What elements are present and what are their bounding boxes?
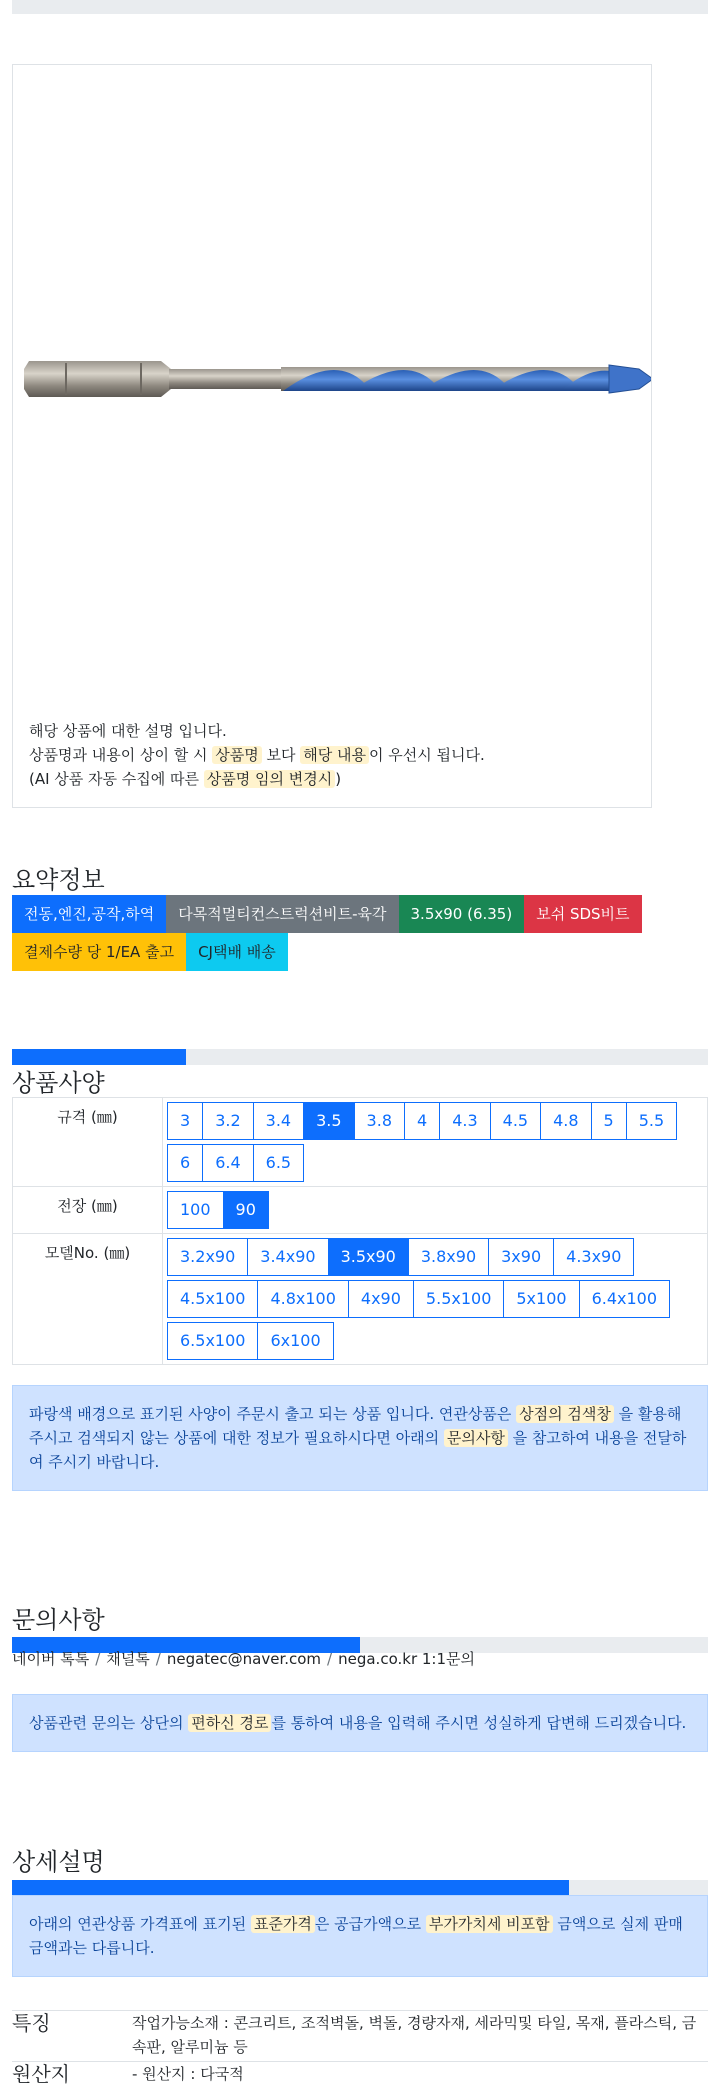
inquiry-links [12,1648,475,1669]
detail-progress-bar [12,1880,708,1896]
summary-badge: CJ택배 배송 [186,933,288,971]
inquiry-link[interactable]: 네이버 톡톡 [12,1650,90,1668]
detail-notice-text: 금액으로 실제 판매금액과는 다릅니다. [29,1915,683,1957]
caption-text: 상품명과 내용이 상이 할 시 [29,746,213,764]
caption-text: 이 우선시 됩니다. [368,746,485,764]
spec-option-row [167,1191,703,1233]
detail-notice-highlight: 부가가치세 비포함 [426,1915,553,1933]
spec-option-button[interactable]: 6.4x100 [579,1280,670,1318]
inquiry-notice [12,1694,708,1752]
caption-text: ) [335,770,342,788]
spec-option-button[interactable]: 6 [167,1144,203,1182]
spec-option-button[interactable]: 4.8x100 [257,1280,348,1318]
inquiry-title: 문의사항 [12,1606,105,1634]
spec-notice-text: 을 참고하여 내용을 전달하여 주시기 바랍니다. [29,1429,687,1471]
inquiry-link[interactable]: negatec@naver.com [166,1650,322,1668]
spec-option-button[interactable]: 3.4 [253,1102,304,1140]
drill-bit-image [21,355,651,403]
spec-notice-highlight: 상점의 검색창 [516,1405,614,1423]
spec-option-button[interactable]: 6x100 [257,1322,333,1360]
spec-option-button[interactable]: 5 [591,1102,627,1140]
detail-notice-text: 은 공급가액으로 [314,1915,426,1933]
spec-option-button[interactable]: 100 [167,1191,224,1229]
spec-options [163,1234,708,1365]
detail-table [12,2010,708,2088]
summary-badge: 전동,엔진,공작,하역 [12,895,166,933]
detail-key: 원산지 [12,2062,132,2089]
spec-title: 상품사양 [12,1069,105,1097]
spec-option-row [167,1144,703,1186]
spec-row [13,1098,708,1187]
summary-badge: 다목적멀티컨스트럭션비트-육각 [166,895,398,933]
spec-option-button[interactable]: 4.8 [540,1102,591,1140]
detail-value: 작업가능소재 : 콘크리트, 조적벽돌, 벽돌, 경량자재, 세라믹및 타일, 목재, 플라스틱, 금속판, 알루미늄 등 [132,2011,708,2062]
spec-option-row [167,1280,703,1322]
spec-row-label: 전장 (㎜) [13,1187,163,1234]
spec-notice-text: 을 활용해 주시고 검색되지 않는 상품에 대한 정보가 필요하시다면 아래의 [29,1405,682,1447]
spec-options [163,1187,708,1234]
spec-options [163,1098,708,1187]
detail-title: 상세설명 [12,1848,105,1876]
inquiry-notice-highlight: 편하신 경로 [188,1714,271,1732]
inquiry-notice-text: 를 통하여 내용을 입력해 주시면 성실하게 답변해 드리겠습니다. [271,1714,687,1732]
spec-option-row [167,1322,703,1364]
spec-option-button[interactable]: 3.4x90 [247,1238,328,1276]
spec-option-button[interactable]: 5.5 [626,1102,677,1140]
spec-option-button[interactable]: 4.3 [439,1102,490,1140]
summary-badge: 보쉬 SDS비트 [524,895,641,933]
spec-option-button[interactable]: 6.5x100 [167,1322,258,1360]
caption-text: (AI 상품 자동 수집에 따른 [29,770,204,788]
spec-row [13,1234,708,1365]
spec-notice-text: 파랑색 배경으로 표기된 사양이 주문시 출고 되는 상품 입니다. 연관상품은 [29,1405,517,1423]
detail-notice-text: 아래의 연관상품 가격표에 표기된 [29,1915,251,1933]
spec-row-label: 규격 (㎜) [13,1098,163,1187]
spec-table [12,1097,708,1365]
detail-value: - 원산지 : 다국적 [132,2062,708,2089]
spec-option-button[interactable]: 3.5 [303,1102,354,1140]
detail-row [12,2062,708,2089]
caption-highlight: 해당 내용 [300,746,369,764]
caption-text: 해당 상품에 대한 설명 입니다. [29,722,227,740]
image-caption [29,719,485,791]
summary-badges [12,895,672,971]
inquiry-notice-text: 상품관련 문의는 상단의 [29,1714,189,1732]
inquiry-link[interactable]: nega.co.kr 1:1문의 [338,1650,475,1668]
spec-option-row [167,1102,703,1144]
caption-line [29,719,485,743]
summary-title: 요약정보 [12,866,105,894]
spec-option-button[interactable]: 3.8x90 [408,1238,489,1276]
spec-option-button[interactable]: 5x100 [503,1280,579,1318]
top-divider-bar [12,0,708,14]
spec-option-row [167,1238,703,1280]
caption-text: 보다 [261,746,301,764]
summary-badge: 결제수량 당 1/EA 출고 [12,933,186,971]
caption-highlight: 상품명 [212,746,261,764]
spec-option-button[interactable]: 3.8 [354,1102,405,1140]
spec-notice-highlight: 문의사항 [444,1429,508,1447]
spec-option-button[interactable]: 5.5x100 [413,1280,504,1318]
spec-option-button[interactable]: 6.5 [253,1144,304,1182]
detail-notice-highlight: 표준가격 [251,1915,315,1933]
spec-option-button[interactable]: 90 [223,1191,269,1229]
spec-row [13,1187,708,1234]
spec-option-button[interactable]: 3.2 [202,1102,253,1140]
caption-line [29,767,485,791]
detail-notice [12,1895,708,1977]
spec-option-button[interactable]: 3x90 [488,1238,554,1276]
spec-option-button[interactable]: 4.5x100 [167,1280,258,1318]
summary-badge: 3.5x90 (6.35) [399,895,525,933]
spec-option-button[interactable]: 4.5 [490,1102,541,1140]
caption-highlight: 상품명 임의 변경시 [204,770,335,788]
spec-option-button[interactable]: 6.4 [202,1144,253,1182]
detail-row [12,2011,708,2062]
detail-key: 특징 [12,2011,132,2062]
link-separator: / [155,1650,161,1668]
spec-option-button[interactable]: 3 [167,1102,203,1140]
product-image-frame [12,64,652,808]
spec-option-button[interactable]: 4 [404,1102,440,1140]
spec-notice [12,1385,708,1491]
spec-option-button[interactable]: 3.5x90 [328,1238,409,1276]
link-separator: / [327,1650,333,1668]
detail-progress-fill [12,1880,569,1896]
spec-row-label: 모델No. (㎜) [13,1234,163,1365]
summary-progress-bar [12,1049,708,1065]
link-separator: / [95,1650,101,1668]
inquiry-link[interactable]: 채널톡 [106,1650,150,1668]
spec-option-button[interactable]: 4x90 [348,1280,414,1318]
spec-option-button[interactable]: 4.3x90 [553,1238,634,1276]
spec-option-button[interactable]: 3.2x90 [167,1238,248,1276]
caption-line [29,743,485,767]
